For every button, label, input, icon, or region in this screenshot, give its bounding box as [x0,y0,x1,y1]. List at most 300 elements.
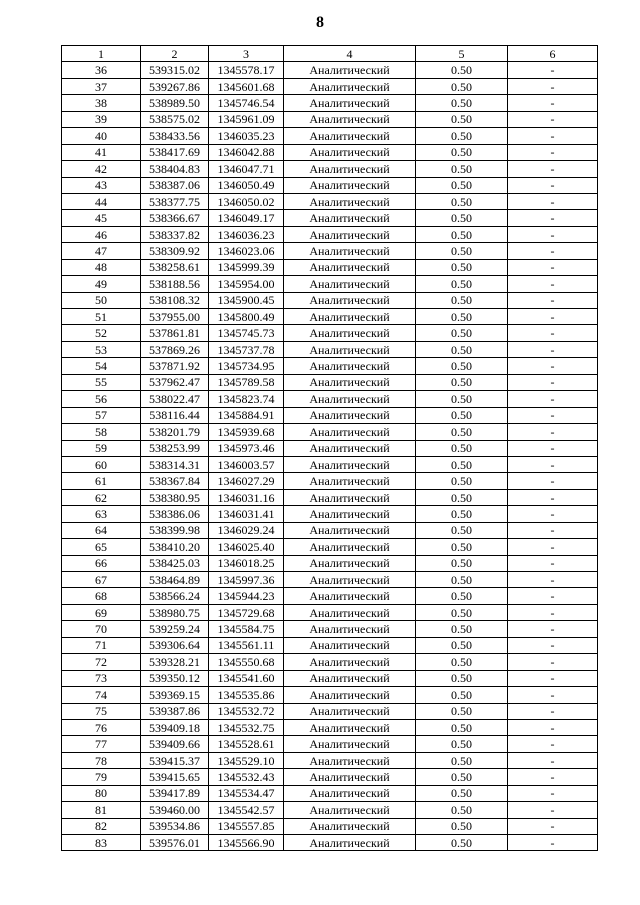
table-cell: 1346036.23 [209,226,284,242]
table-cell: - [508,719,598,735]
table-cell: 74 [62,687,141,703]
table-cell: 539409.18 [141,719,209,735]
table-cell: Аналитический [284,144,416,160]
table-cell: - [508,769,598,785]
table-cell: - [508,802,598,818]
table-cell: 1346050.02 [209,193,284,209]
table-cell: - [508,588,598,604]
table-cell: Аналитический [284,604,416,620]
table-cell: 0.50 [416,374,508,390]
table-cell: 1345997.36 [209,572,284,588]
table-row [62,506,598,522]
table-cell: - [508,325,598,341]
table-cell: 0.50 [416,572,508,588]
table-cell: 1346031.41 [209,506,284,522]
table-cell: Аналитический [284,588,416,604]
table-cell: - [508,835,598,851]
coordinates-table [61,45,598,851]
table-cell: 539306.64 [141,637,209,653]
table-cell: 537861.81 [141,325,209,341]
table-cell: Аналитический [284,341,416,357]
table-cell: Аналитический [284,719,416,735]
table-cell: Аналитический [284,456,416,472]
table-cell: Аналитический [284,769,416,785]
table-cell: 62 [62,489,141,505]
table-cell: 538309.92 [141,243,209,259]
table-cell: 60 [62,456,141,472]
table-cell: 0.50 [416,835,508,851]
table-cell: 1346018.25 [209,555,284,571]
table-cell: 0.50 [416,243,508,259]
table-row [62,818,598,834]
table-cell: 539315.02 [141,62,209,78]
table-cell: Аналитический [284,621,416,637]
table-cell: Аналитический [284,555,416,571]
table-cell: 538116.44 [141,407,209,423]
table-cell: 1346042.88 [209,144,284,160]
table-cell: Аналитический [284,637,416,653]
table-row [62,588,598,604]
table-cell: Аналитический [284,325,416,341]
table-cell: 0.50 [416,456,508,472]
table-cell: 37 [62,78,141,94]
table-row [62,670,598,686]
table-row [62,95,598,111]
table-cell: - [508,424,598,440]
table-row [62,424,598,440]
table-cell: 0.50 [416,752,508,768]
table-cell: 538989.50 [141,95,209,111]
table-cell: Аналитический [284,276,416,292]
table-cell: Аналитический [284,374,416,390]
table-cell: 1345601.68 [209,78,284,94]
table-cell: 63 [62,506,141,522]
table-row [62,276,598,292]
table-cell: 538575.02 [141,111,209,127]
column-header: 2 [141,46,209,62]
table-cell: 538367.84 [141,473,209,489]
table-cell: 0.50 [416,588,508,604]
table-cell: 539415.65 [141,769,209,785]
table-cell: 0.50 [416,818,508,834]
table-cell: - [508,358,598,374]
table-cell: 0.50 [416,111,508,127]
table-cell: - [508,654,598,670]
table-cell: - [508,95,598,111]
table-cell: 76 [62,719,141,735]
table-cell: - [508,341,598,357]
table-row [62,62,598,78]
table-cell: 0.50 [416,177,508,193]
table-cell: 75 [62,703,141,719]
table-row [62,177,598,193]
table-cell: 539576.01 [141,835,209,851]
table-cell: Аналитический [284,489,416,505]
table-cell: 59 [62,440,141,456]
table-cell: 36 [62,62,141,78]
table-cell: 82 [62,818,141,834]
table-cell: 1345999.39 [209,259,284,275]
table-cell: - [508,703,598,719]
table-row [62,243,598,259]
table-cell: 0.50 [416,161,508,177]
table-cell: 538201.79 [141,424,209,440]
table-row [62,292,598,308]
table-cell: 539387.86 [141,703,209,719]
table-cell: 0.50 [416,128,508,144]
table-cell: 538022.47 [141,391,209,407]
table-cell: 538253.99 [141,440,209,456]
table-cell: 0.50 [416,489,508,505]
table-cell: 537955.00 [141,309,209,325]
table-cell: - [508,818,598,834]
table-cell: 0.50 [416,506,508,522]
table-row [62,802,598,818]
table-row [62,78,598,94]
table-cell: 1345737.78 [209,341,284,357]
table-cell: Аналитический [284,111,416,127]
table-cell: 1345534.47 [209,785,284,801]
table-row [62,522,598,538]
table-cell: 39 [62,111,141,127]
table-cell: Аналитический [284,506,416,522]
table-cell: 0.50 [416,670,508,686]
table-cell: 77 [62,736,141,752]
table-cell: - [508,407,598,423]
table-cell: 0.50 [416,604,508,620]
table-cell: 52 [62,325,141,341]
table-cell: 1345823.74 [209,391,284,407]
table-row [62,374,598,390]
table-cell: 1345578.17 [209,62,284,78]
table-cell: Аналитический [284,539,416,555]
table-cell: 1346047.71 [209,161,284,177]
table-cell: 538399.98 [141,522,209,538]
table-cell: 1346023.06 [209,243,284,259]
table-cell: 0.50 [416,802,508,818]
table-cell: 1346031.16 [209,489,284,505]
table-cell: 0.50 [416,309,508,325]
table-cell: 538980.75 [141,604,209,620]
table-cell: 1346035.23 [209,128,284,144]
table-cell: 0.50 [416,769,508,785]
table-cell: 538188.56 [141,276,209,292]
column-header: 5 [416,46,508,62]
table-cell: - [508,226,598,242]
table-cell: 0.50 [416,78,508,94]
table-cell: 83 [62,835,141,851]
table-cell: - [508,522,598,538]
table-cell: 1345734.95 [209,358,284,374]
table-cell: 1345541.60 [209,670,284,686]
table-row [62,637,598,653]
table-cell: Аналитический [284,177,416,193]
table-cell: 46 [62,226,141,242]
table-cell: 538337.82 [141,226,209,242]
table-cell: Аналитический [284,670,416,686]
table-cell: 0.50 [416,621,508,637]
table-cell: - [508,539,598,555]
table-cell: - [508,687,598,703]
table-cell: 1346025.40 [209,539,284,555]
table-cell: 0.50 [416,473,508,489]
table-cell: Аналитический [284,736,416,752]
column-header: 3 [209,46,284,62]
table-cell: 50 [62,292,141,308]
table-row [62,440,598,456]
table-cell: 44 [62,193,141,209]
table-cell: Аналитический [284,309,416,325]
table-cell: 539417.89 [141,785,209,801]
table-cell: 538410.20 [141,539,209,555]
table-cell: 0.50 [416,687,508,703]
table-row [62,703,598,719]
table-row [62,226,598,242]
table-row [62,736,598,752]
table-cell: 539460.00 [141,802,209,818]
table-cell: - [508,78,598,94]
column-header: 1 [62,46,141,62]
table-cell: - [508,144,598,160]
table-cell: 1345973.46 [209,440,284,456]
table-cell: 1345939.68 [209,424,284,440]
table-cell: - [508,456,598,472]
table-row [62,489,598,505]
table-cell: 73 [62,670,141,686]
table-cell: Аналитический [284,292,416,308]
table-cell: 45 [62,210,141,226]
table-cell: 538314.31 [141,456,209,472]
table-cell: Аналитический [284,654,416,670]
table-cell: Аналитический [284,78,416,94]
table-cell: Аналитический [284,210,416,226]
table-cell: 0.50 [416,522,508,538]
table-cell: 69 [62,604,141,620]
table-cell: - [508,506,598,522]
table-cell: 0.50 [416,539,508,555]
table-row [62,358,598,374]
table-cell: 538464.89 [141,572,209,588]
table-cell: 49 [62,276,141,292]
table-cell: 1346029.24 [209,522,284,538]
table-row [62,555,598,571]
table-cell: 1345961.09 [209,111,284,127]
table-cell: Аналитический [284,818,416,834]
table-cell: Аналитический [284,358,416,374]
table-row [62,391,598,407]
table-cell: - [508,785,598,801]
table-cell: Аналитический [284,62,416,78]
table-cell: Аналитический [284,424,416,440]
column-header: 6 [508,46,598,62]
table-cell: 51 [62,309,141,325]
table-cell: Аналитический [284,95,416,111]
table-cell: Аналитический [284,407,416,423]
table-cell: 0.50 [416,424,508,440]
table-row [62,161,598,177]
table-cell: 537871.92 [141,358,209,374]
table-cell: Аналитический [284,161,416,177]
table-cell: Аналитический [284,752,416,768]
table-cell: 67 [62,572,141,588]
table-cell: Аналитический [284,835,416,851]
table-cell: - [508,161,598,177]
table-cell: - [508,621,598,637]
table-cell: 1345944.23 [209,588,284,604]
table-cell: - [508,62,598,78]
table-row [62,539,598,555]
table-cell: 0.50 [416,341,508,357]
table-cell: 538387.06 [141,177,209,193]
table-cell: 539369.15 [141,687,209,703]
table-cell: 72 [62,654,141,670]
table-row [62,259,598,275]
table-cell: - [508,604,598,620]
table-cell: 0.50 [416,210,508,226]
table-cell: 81 [62,802,141,818]
table-cell: - [508,752,598,768]
table-header-row [62,46,598,62]
table-cell: 58 [62,424,141,440]
table-row [62,193,598,209]
table-cell: 54 [62,358,141,374]
column-header: 4 [284,46,416,62]
table-cell: 538417.69 [141,144,209,160]
table-cell: 1345789.58 [209,374,284,390]
table-cell: 0.50 [416,703,508,719]
table-cell: 1346003.57 [209,456,284,472]
table-cell: 1346050.49 [209,177,284,193]
table-row [62,473,598,489]
table-cell: Аналитический [284,522,416,538]
table-cell: Аналитический [284,440,416,456]
table-cell: 1345584.75 [209,621,284,637]
table-cell: 538366.67 [141,210,209,226]
table-row [62,835,598,851]
table-cell: 1346049.17 [209,210,284,226]
table-cell: 1345954.00 [209,276,284,292]
table-cell: 0.50 [416,62,508,78]
table-cell: Аналитический [284,473,416,489]
table-cell: 1345532.72 [209,703,284,719]
table-cell: 0.50 [416,325,508,341]
table-cell: 537962.47 [141,374,209,390]
table-cell: - [508,572,598,588]
table-cell: 1345566.90 [209,835,284,851]
table-cell: 0.50 [416,358,508,374]
table-cell: 538404.83 [141,161,209,177]
table-cell: 71 [62,637,141,653]
table-cell: 0.50 [416,144,508,160]
table-cell: 70 [62,621,141,637]
table-cell: 0.50 [416,440,508,456]
table-cell: - [508,111,598,127]
table-cell: 539350.12 [141,670,209,686]
table-cell: - [508,292,598,308]
table-cell: 1345900.45 [209,292,284,308]
table-cell: Аналитический [284,687,416,703]
table-cell: 1345532.75 [209,719,284,735]
table-cell: - [508,391,598,407]
table-cell: 57 [62,407,141,423]
table-cell: 79 [62,769,141,785]
table-cell: Аналитический [284,391,416,407]
table-cell: 1345746.54 [209,95,284,111]
table-cell: Аналитический [284,259,416,275]
table-row [62,210,598,226]
table-cell: - [508,243,598,259]
table-row [62,604,598,620]
table-cell: - [508,193,598,209]
table-cell: 1345550.68 [209,654,284,670]
table-cell: 1345542.57 [209,802,284,818]
table-cell: 0.50 [416,407,508,423]
table-body [62,62,598,851]
table-row [62,128,598,144]
table-cell: 0.50 [416,226,508,242]
table-cell: 68 [62,588,141,604]
table-cell: 0.50 [416,292,508,308]
table-cell: 1345729.68 [209,604,284,620]
table-cell: 0.50 [416,95,508,111]
table-cell: Аналитический [284,802,416,818]
table-cell: 1345529.10 [209,752,284,768]
table-cell: 539328.21 [141,654,209,670]
table-cell: 539259.24 [141,621,209,637]
table-cell: 41 [62,144,141,160]
table-cell: Аналитический [284,243,416,259]
table-cell: 0.50 [416,736,508,752]
table-cell: - [508,210,598,226]
table-cell: - [508,555,598,571]
table-cell: 0.50 [416,259,508,275]
table-cell: 47 [62,243,141,259]
table-row [62,325,598,341]
table-cell: 56 [62,391,141,407]
table-cell: 1345532.43 [209,769,284,785]
table-cell: - [508,276,598,292]
table-row [62,111,598,127]
table-cell: 0.50 [416,654,508,670]
table-cell: 1345557.85 [209,818,284,834]
table-cell: - [508,440,598,456]
table-cell: 0.50 [416,719,508,735]
table-cell: Аналитический [284,193,416,209]
table-cell: - [508,736,598,752]
table-cell: - [508,670,598,686]
table-cell: 0.50 [416,555,508,571]
table-cell: 539409.66 [141,736,209,752]
table-cell: 38 [62,95,141,111]
table-cell: Аналитический [284,703,416,719]
table-row [62,309,598,325]
table-cell: 1345528.61 [209,736,284,752]
table-cell: 1345800.49 [209,309,284,325]
page-number: 8 [316,14,324,31]
table-cell: 64 [62,522,141,538]
table-cell: 539534.86 [141,818,209,834]
table-cell: 0.50 [416,193,508,209]
table-cell: 538433.56 [141,128,209,144]
table-cell: 1345535.86 [209,687,284,703]
table-cell: 42 [62,161,141,177]
table-row [62,621,598,637]
table-cell: 537869.26 [141,341,209,357]
table-row [62,144,598,160]
table-cell: - [508,489,598,505]
table-cell: 66 [62,555,141,571]
table-cell: Аналитический [284,128,416,144]
